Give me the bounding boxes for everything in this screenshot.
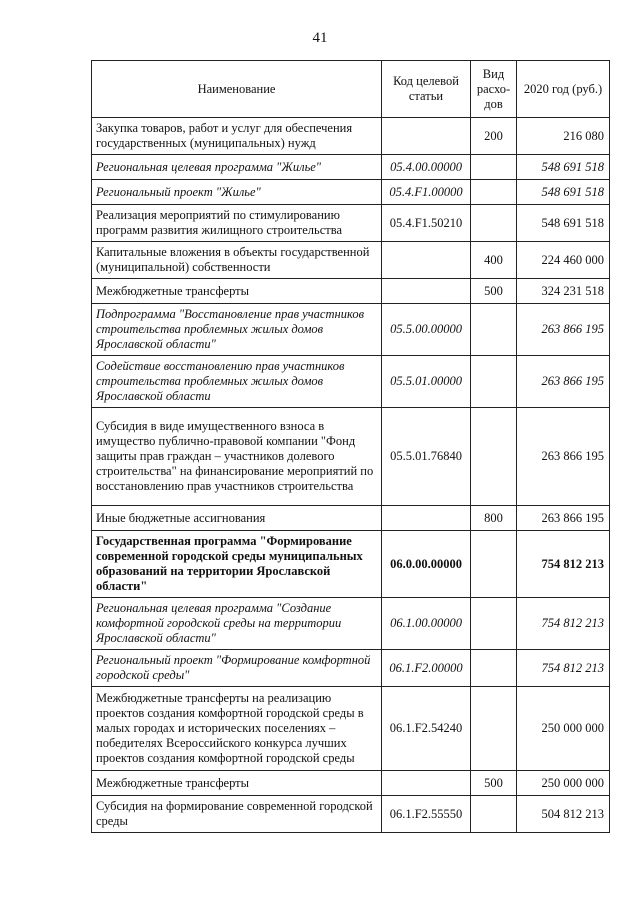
table-body [92,118,610,833]
row-name: Межбюджетные трансферты на реализацию проектов создания комфортной городской среды в малых городах и исторических поселениях – победителях Всероссийского конкурса лучших проектов создания комфортной городской среды [92,687,382,771]
row-name: Региональная целевая программа "Жилье" [92,155,382,180]
row-code: 06.1.00.00000 [382,598,471,650]
row-name: Капитальные вложения в объекты государственной (муниципальной) собственности [92,242,382,279]
row-name: Субсидия в виде имущественного взноса в имущество публично-правовой компании "Фонд защиты прав граждан – участников долевого строительства" на финансирование мероприятий по восстановлению прав участников строительства [92,408,382,506]
row-amount: 504 812 213 [517,796,610,833]
row-name: Государственная программа "Формирование современной городской среды муниципальных образований на территории Ярославской области" [92,531,382,598]
row-code [382,506,471,531]
row-code: 06.1.F2.55550 [382,796,471,833]
row-code: 05.4.00.00000 [382,155,471,180]
row-code: 06.1.F2.54240 [382,687,471,771]
row-type [471,408,517,506]
header-code: Код целевой статьи [382,61,471,118]
table-row [92,180,610,205]
row-code [382,771,471,796]
row-name: Реализация мероприятий по стимулированию программ развития жилищного строительства [92,205,382,242]
row-name: Региональный проект "Жилье" [92,180,382,205]
row-type: 800 [471,506,517,531]
row-name: Иные бюджетные ассигнования [92,506,382,531]
row-code [382,242,471,279]
table-row [92,650,610,687]
table-row [92,155,610,180]
row-type [471,796,517,833]
row-type [471,687,517,771]
row-amount: 216 080 [517,118,610,155]
row-amount: 224 460 000 [517,242,610,279]
row-type [471,205,517,242]
row-type [471,155,517,180]
row-type [471,304,517,356]
row-amount: 548 691 518 [517,205,610,242]
table-row [92,408,610,506]
header-name: Наименование [92,61,382,118]
row-code: 05.5.01.76840 [382,408,471,506]
row-name: Содействие восстановлению прав участников строительства проблемных жилых домов Ярославской области [92,356,382,408]
row-type: 200 [471,118,517,155]
row-type [471,650,517,687]
row-name: Межбюджетные трансферты [92,279,382,304]
row-amount: 263 866 195 [517,506,610,531]
row-type [471,356,517,408]
row-amount: 263 866 195 [517,408,610,506]
row-code: 05.4.F1.00000 [382,180,471,205]
table-row [92,356,610,408]
table-row [92,118,610,155]
row-code [382,118,471,155]
row-amount: 548 691 518 [517,180,610,205]
header-row [92,61,610,118]
table-row [92,687,610,771]
row-code: 05.5.01.00000 [382,356,471,408]
table-row [92,598,610,650]
budget-table [91,60,610,833]
table-row [92,304,610,356]
row-code: 06.0.00.00000 [382,531,471,598]
table-row [92,506,610,531]
row-amount: 263 866 195 [517,304,610,356]
table-row [92,771,610,796]
header-type: Вид расхо-дов [471,61,517,118]
row-type [471,531,517,598]
row-amount: 754 812 213 [517,650,610,687]
row-name: Региональная целевая программа "Создание комфортной городской среды на территории Ярославской области" [92,598,382,650]
table-row [92,205,610,242]
row-amount: 754 812 213 [517,531,610,598]
row-name: Региональный проект "Формирование комфортной городской среды" [92,650,382,687]
row-amount: 250 000 000 [517,687,610,771]
row-code: 06.1.F2.00000 [382,650,471,687]
table-row [92,531,610,598]
row-type: 400 [471,242,517,279]
row-type [471,598,517,650]
row-type: 500 [471,279,517,304]
row-amount: 754 812 213 [517,598,610,650]
table-row [92,279,610,304]
row-code: 05.5.00.00000 [382,304,471,356]
header-amount: 2020 год (руб.) [517,61,610,118]
page-number: 41 [312,30,328,46]
table-row [92,242,610,279]
row-name: Субсидия на формирование современной городской среды [92,796,382,833]
row-name: Подпрограмма "Восстановление прав участников строительства проблемных жилых домов Ярославской области" [92,304,382,356]
row-amount: 324 231 518 [517,279,610,304]
table-row [92,796,610,833]
row-type: 500 [471,771,517,796]
row-amount: 250 000 000 [517,771,610,796]
row-amount: 263 866 195 [517,356,610,408]
row-type [471,180,517,205]
row-code: 05.4.F1.50210 [382,205,471,242]
row-code [382,279,471,304]
row-name: Межбюджетные трансферты [92,771,382,796]
row-amount: 548 691 518 [517,155,610,180]
row-name: Закупка товаров, работ и услуг для обеспечения государственных (муниципальных) нужд [92,118,382,155]
